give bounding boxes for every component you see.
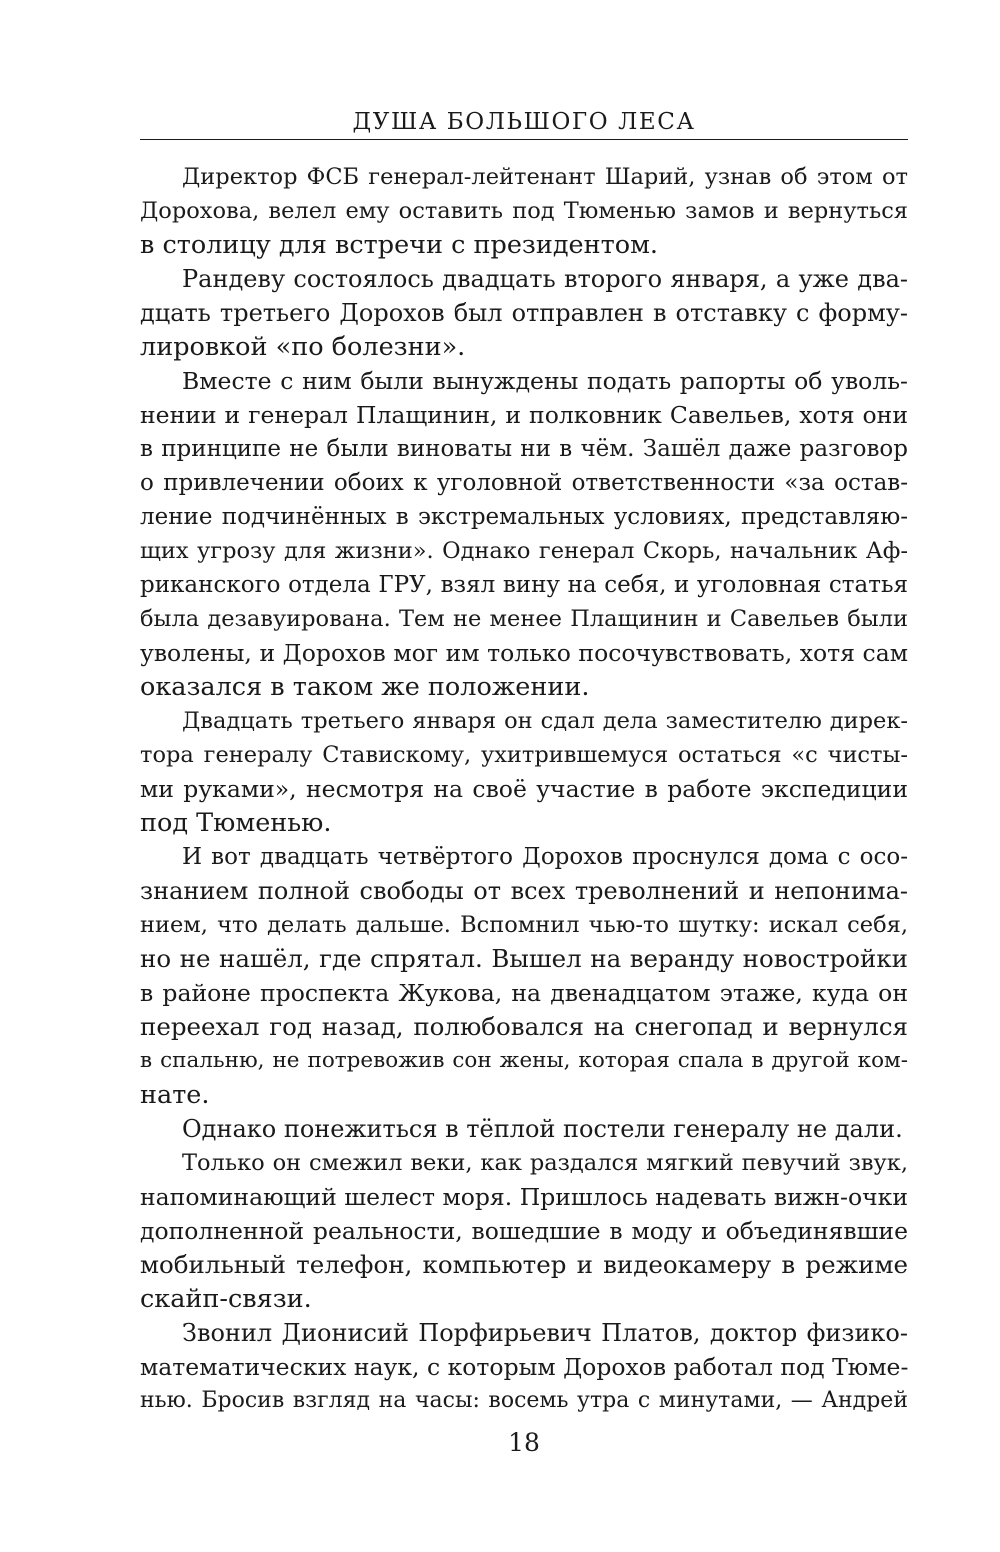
text-line: в столицу для встречи с президентом. <box>140 230 659 260</box>
text-line: переехал год назад, полюбовался на снегопад и вернулся <box>140 1012 908 1041</box>
text-line: под Тюменью. <box>140 808 332 838</box>
header-rule <box>140 139 908 140</box>
text-line: скайп-связи. <box>140 1284 312 1314</box>
text-line: знанием полной свободы от всех треволнений и непонима- <box>140 877 908 905</box>
text-line: в районе проспекта Жукова, на двенадцатом этаже, куда он <box>140 979 908 1007</box>
text-line: тора генералу Ставискому, ухитрившемуся остаться «с чисты- <box>140 742 908 768</box>
paragraph <box>140 840 908 1112</box>
text-line: И вот двадцать четвёртого Дорохов проснулся дома с осо- <box>182 844 908 870</box>
paragraph <box>140 1146 908 1316</box>
paragraph <box>140 1316 908 1418</box>
text-line: напоминающий шелест моря. Пришлось надевать вижн-очки <box>140 1183 908 1211</box>
text-line: нате. <box>140 1080 210 1110</box>
text-line: математических наук, с которым Дорохов работал под Тюме- <box>140 1353 909 1381</box>
text-line: Звонил Дионисий Порфирьевич Платов, доктор физико- <box>182 1319 908 1347</box>
text-line: нении и генерал Плащинин, и полковник Савельев, хотя они <box>140 401 908 429</box>
text-line: была дезавуирована. Тем не менее Плащинин и Савельев были <box>140 606 908 632</box>
text-line: дополненной реальности, вошедшие в моду и объединявшие <box>140 1217 908 1245</box>
text-line: о привлечении обоих к уголовной ответственности «за остав- <box>140 470 908 496</box>
text-line: мобильный телефон, компьютер и видеокамеру в режиме <box>140 1250 908 1279</box>
text-line: нием, что делать дальше. Вспомнил чью-то шутку: искал себя, <box>140 912 908 938</box>
text-line: Директор ФСБ генерал-лейтенант Шарий, узнав об этом от <box>182 164 908 190</box>
text-line: Однако понежиться в тёплой постели генералу не дали. <box>182 1115 903 1143</box>
body-text <box>140 160 908 1418</box>
text-line: Двадцать третьего января он сдал дела заместителю дирек- <box>182 708 908 734</box>
text-line: Вместе с ним были вынуждены подать рапорты об уволь- <box>182 367 908 395</box>
paragraph <box>140 160 908 262</box>
text-line: нью. Бросив взгляд на часы: восемь утра с минутами, — Андрей <box>140 1388 908 1413</box>
text-line: но не нашёл, где спрятал. Вышел на веранду новостройки <box>140 944 908 973</box>
text-line: Рандеву состоялось двадцать второго января, а уже два- <box>182 265 908 293</box>
text-line: в спальню, не потревожив сон жены, которая спала в другой ком- <box>140 1048 908 1073</box>
text-line: Только он смежил веки, как раздался мягкий певучий звук, <box>182 1150 908 1176</box>
text-line: в принципе не были виноваты ни в чём. Зашёл даже разговор <box>140 436 908 462</box>
text-line: оказался в таком же положении. <box>140 672 590 702</box>
text-line: дцать третьего Дорохов был отправлен в отставку с форму- <box>140 299 908 327</box>
text-line: лировкой «по болезни». <box>140 332 466 362</box>
text-line: ление подчинённых в экстремальных условиях, представляю- <box>140 504 908 530</box>
text-line: щих угрозу для жизни». Однако генерал Скорь, начальник Аф- <box>140 538 908 564</box>
running-head-title: ДУША БОЛЬШОГО ЛЕСА <box>352 109 696 135</box>
text-line: уволены, и Дорохов мог им только посочувствовать, хотя сам <box>140 639 908 667</box>
text-line: Дорохова, велел ему оставить под Тюменью замов и вернуться <box>140 198 908 224</box>
paragraph <box>140 262 908 364</box>
paragraph <box>140 1112 908 1146</box>
paragraph <box>140 704 908 840</box>
paragraph <box>140 364 908 704</box>
text-line: ми руками», несмотря на своё участие в работе экспедиции <box>140 775 908 803</box>
text-line: риканского отдела ГРУ, взял вину на себя, и уголовная статья <box>140 572 908 598</box>
page-number: 18 <box>508 1428 540 1457</box>
